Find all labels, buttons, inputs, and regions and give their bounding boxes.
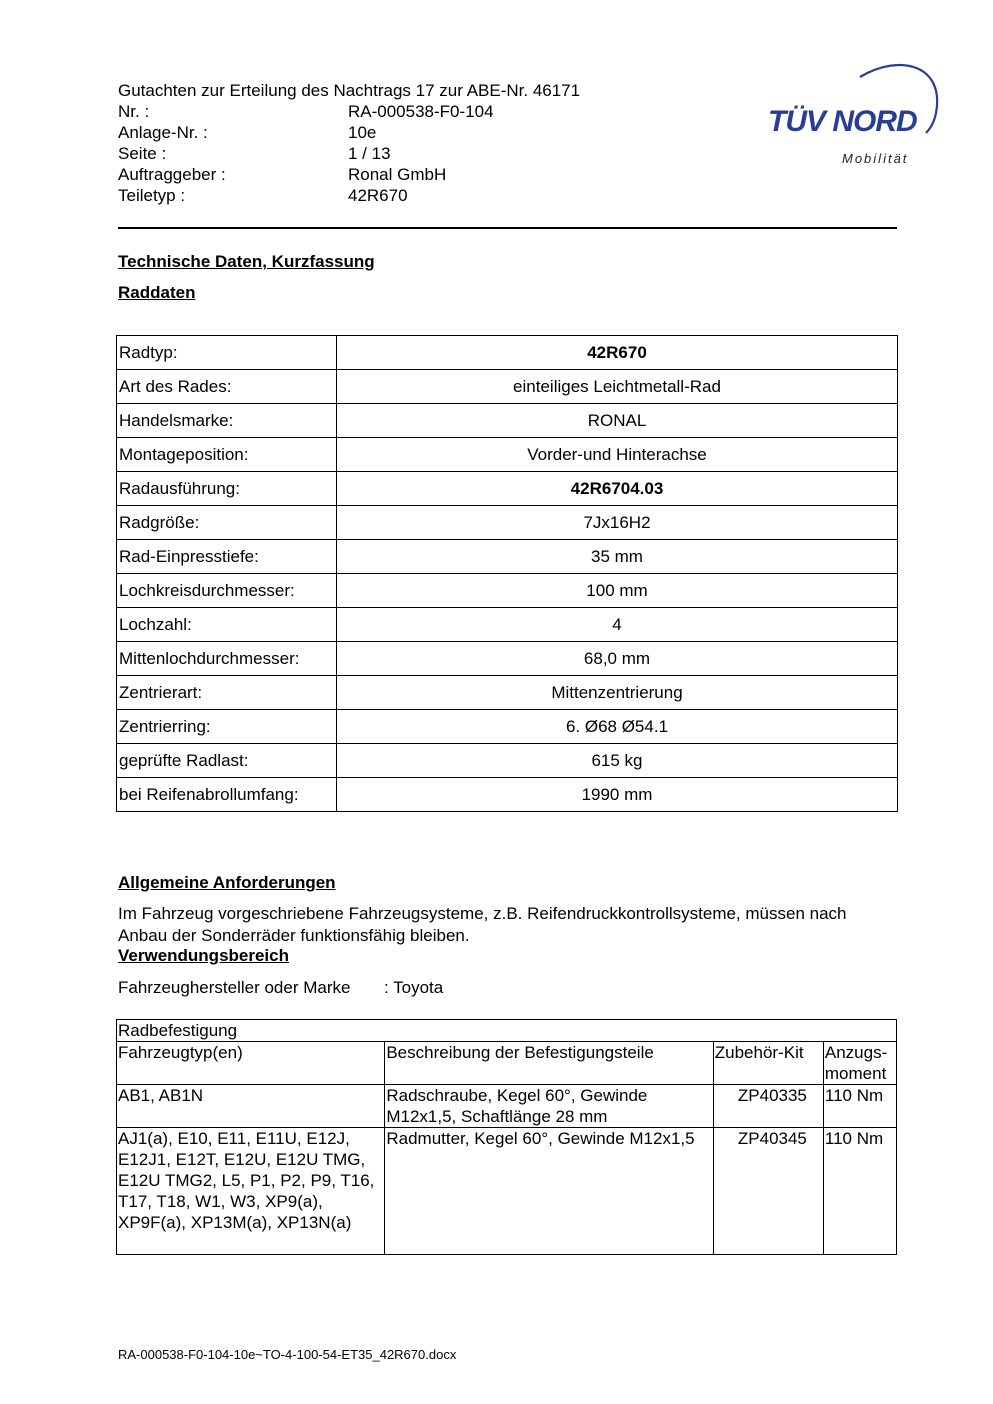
row-label: Zentrierart: (117, 676, 337, 710)
table-row (117, 540, 898, 574)
row-label: Rad-Einpresstiefe: (117, 540, 337, 574)
field-label: Anlage-Nr. : (118, 123, 208, 142)
table-row (117, 710, 898, 744)
table-row (117, 404, 898, 438)
field-value: RA-000538-F0-104 (348, 102, 494, 121)
table-header-row (117, 1042, 897, 1085)
cell-fahrzeugtyp: AJ1(a), E10, E11, E11U, E12J, E12J1, E12T, E12U, E12U TMG, E12U TMG2, L5, P1, P2, P9, T16, T17, T18, W1, W3, XP9(a), XP9F(a), XP13M(a), XP13N(a) (117, 1128, 385, 1255)
table-row (117, 506, 898, 540)
table-row (117, 642, 898, 676)
table-row (117, 1128, 897, 1255)
field-value: 42R670 (348, 186, 408, 205)
row-value: 615 kg (337, 744, 898, 778)
heading-verwendungsbereich: Verwendungsbereich (118, 946, 289, 965)
header-field-nr (118, 101, 678, 122)
field-label: Auftraggeber : (118, 165, 226, 184)
cell-anzugsmoment: 110 Nm (823, 1128, 896, 1255)
row-value: 68,0 mm (337, 642, 898, 676)
header-field-anlage (118, 122, 678, 143)
header-field-seite (118, 143, 678, 164)
cell-fahrzeugtyp: AB1, AB1N (117, 1085, 385, 1128)
row-value: 100 mm (337, 574, 898, 608)
radbefestigung-title: Radbefestigung (117, 1020, 897, 1042)
row-value: Vorder-und Hinterachse (337, 438, 898, 472)
row-label: Handelsmarke: (117, 404, 337, 438)
cell-anzugsmoment: 110 Nm (823, 1085, 896, 1128)
table-row (117, 574, 898, 608)
row-value: einteiliges Leichtmetall-Rad (337, 370, 898, 404)
table-row (117, 472, 898, 506)
cell-beschreibung: Radschraube, Kegel 60°, Gewinde M12x1,5, Schaftlänge 28 mm (385, 1085, 713, 1128)
field-value: Ronal GmbH (348, 165, 447, 184)
table-row (117, 438, 898, 472)
row-label: Art des Rades: (117, 370, 337, 404)
row-value: 42R6704.03 (337, 472, 898, 506)
table-row (117, 608, 898, 642)
row-value: 42R670 (337, 336, 898, 370)
heading-technische-daten: Technische Daten, Kurzfassung (118, 252, 375, 271)
allgemein-text: Im Fahrzeug vorgeschriebene Fahrzeugsysteme, z.B. Reifendruckkontrollsysteme, müssen nach Anbau der Sonderräder funktionsfähig bleiben. (118, 904, 847, 945)
row-value: 7Jx16H2 (337, 506, 898, 540)
heading-allgemeine-anforderungen: Allgemeine Anforderungen (118, 873, 336, 892)
row-label: Radtyp: (117, 336, 337, 370)
table-row (117, 1085, 897, 1128)
header-cell: Fahrzeugtyp(en) (117, 1042, 385, 1085)
table-row (117, 370, 898, 404)
table-row (117, 336, 898, 370)
row-label: Zentrierring: (117, 710, 337, 744)
row-label: Lochkreisdurchmesser: (117, 574, 337, 608)
radbefestigung-table (116, 1019, 897, 1255)
table-row (117, 676, 898, 710)
table-row (117, 744, 898, 778)
row-label: Radausführung: (117, 472, 337, 506)
table-row (117, 778, 898, 812)
field-value: 10e (348, 123, 377, 142)
header-cell: Anzugs-moment (823, 1042, 896, 1085)
heading-raddaten: Raddaten (118, 283, 196, 302)
row-value: 4 (337, 608, 898, 642)
row-value: Mittenzentrierung (337, 676, 898, 710)
cell-beschreibung: Radmutter, Kegel 60°, Gewinde M12x1,5 (385, 1128, 713, 1255)
tuev-nord-logo (760, 55, 950, 175)
header-field-teiletyp (118, 185, 678, 206)
fahrzeughersteller-value: : Toyota (384, 978, 444, 997)
fahrzeughersteller-label: Fahrzeughersteller oder Marke (118, 978, 351, 997)
header-cell: Zubehör-Kit (713, 1042, 823, 1085)
row-label: Lochzahl: (117, 608, 337, 642)
row-value: 1990 mm (337, 778, 898, 812)
header-divider (118, 227, 897, 229)
row-value: 6. Ø68 Ø54.1 (337, 710, 898, 744)
fahrzeughersteller-row (118, 977, 443, 999)
cell-zubehoer-kit: ZP40345 (713, 1128, 823, 1255)
footer-filename: RA-000538-F0-104-10e~TO-4-100-54-ET35_42R670.docx (118, 1347, 457, 1362)
field-label: Seite : (118, 144, 167, 163)
field-value: 1 / 13 (348, 144, 391, 163)
raddaten-table (116, 335, 898, 812)
document-title: Gutachten zur Erteilung des Nachtrags 17 zur ABE-Nr. 46171 (118, 81, 581, 100)
field-label: Teiletyp : (118, 186, 186, 205)
header-field-auftraggeber (118, 164, 678, 185)
row-label: bei Reifenabrollumfang: (117, 778, 337, 812)
row-value: RONAL (337, 404, 898, 438)
logo-subtitle: Mobilität (842, 151, 909, 166)
document-header (118, 80, 678, 206)
row-label: Radgröße: (117, 506, 337, 540)
row-label: Mittenlochdurchmesser: (117, 642, 337, 676)
field-label: Nr. : (118, 102, 150, 121)
row-label: geprüfte Radlast: (117, 744, 337, 778)
row-value: 35 mm (337, 540, 898, 574)
cell-zubehoer-kit: ZP40335 (713, 1085, 823, 1128)
header-cell: Beschreibung der Befestigungsteile (385, 1042, 713, 1085)
logo-brand: TÜV NORD (768, 105, 917, 138)
row-label: Montageposition: (117, 438, 337, 472)
